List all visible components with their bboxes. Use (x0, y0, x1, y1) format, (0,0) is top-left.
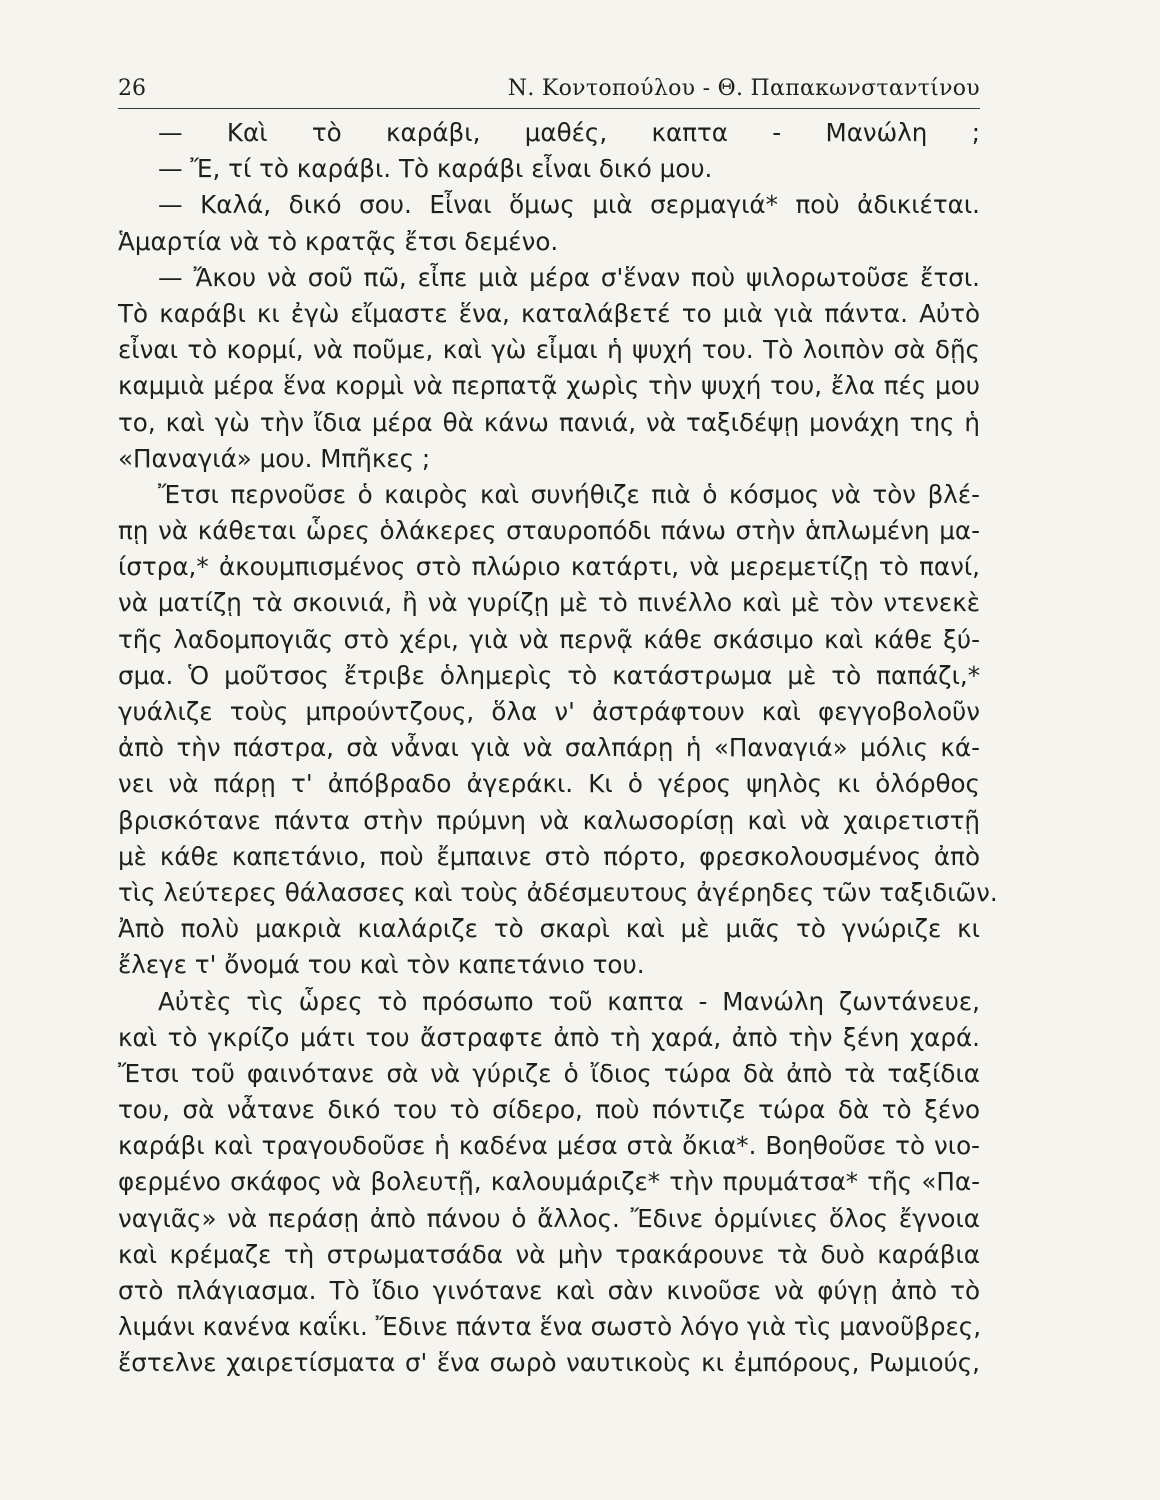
text-line: πῃ νὰ κάθεται ὧρες ὁλάκερες σταυροπόδι πάνω στὴν ἁπλωμένη μα- (118, 516, 980, 546)
text-line: νει νὰ πάρῃ τ' ἀπόβραδο ἀγεράκι. Κι ὁ γέρος ψηλὸς κι ὁλόρθος (118, 769, 980, 799)
text-line: μὲ κάθε καπετάνιο, ποὺ ἔμπαινε στὸ πόρτο, φρεσκολουσμένος ἀπὸ (118, 841, 980, 871)
text-line: φερμένο σκάφος νὰ βολευτῇ, καλουμάριζε* τὴν πρυμάτσα* τῆς «Πα- (118, 1167, 980, 1197)
page-number: 26 (118, 76, 146, 101)
running-head: Ν. Κοντοπούλου - Θ. Παπακωνσταντίνου (507, 76, 980, 101)
text-line: Ἁμαρτία νὰ τὸ κρατᾷς ἔτσι δεμένο. (118, 226, 559, 256)
text-line: τὶς λεύτερες θάλασσες καὶ τοὺς ἀδέσμευτους ἀγέρηδες τῶν ταξιδιῶν. (118, 877, 998, 907)
text-line: τῆς λαδομπογιᾶς στὸ χέρι, γιὰ νὰ περνᾷ κάθε σκάσιμο καὶ κάθε ξύ- (118, 624, 980, 654)
text-line: γυάλιζε τοὺς μπρούντζους, ὅλα ν' ἀστράφτουν καὶ φεγγοβολοῦν (118, 697, 980, 726)
text-line: λιμάνι κανένα καΐκι. Ἔδινε πάντα ἕνα σωστὸ λόγο γιὰ τὶς μανοῦβρες, (118, 1312, 982, 1342)
text-line: ίστρα,* ἀκουμπισμένος στὸ πλώριο κατάρτι, νὰ μερεμετίζῃ τὸ πανί, (118, 552, 980, 582)
text-line: βρισκότανε πάντα στὴν πρύμνη νὰ καλωσορίσῃ καὶ νὰ χαιρετιστῇ (118, 805, 980, 835)
text-line: το, καὶ γὼ τὴν ἴδια μέρα θὰ κάνω πανιά, νὰ ταξιδέψῃ μονάχη της ἡ (118, 407, 980, 437)
text-line: καράβι καὶ τραγουδοῦσε ἡ καδένα μέσα στὰ ὄκια*. Βοηθοῦσε τὸ νιο- (118, 1131, 980, 1161)
text-line: Ἔτσι περνοῦσε ὁ καιρὸς καὶ συνήθιζε πιὰ ὁ κόσμος νὰ τὸν βλέ- (158, 479, 980, 509)
text-line: — Ἔ, τί τὸ καράβι. Τὸ καράβι εἶναι δικό μου. (158, 154, 713, 184)
text-line: σμα. Ὁ μοῦτσος ἔτριβε ὁλημερὶς τὸ κατάστρωμα μὲ τὸ παπάζι,* (118, 660, 980, 690)
text-line: — Καλά, δικό σου. Εἶναι ὅμως μιὰ σερμαγιά* ποὺ ἀδικιέται. (158, 190, 980, 220)
text-line: καμμιὰ μέρα ἕνα κορμὶ νὰ περπατᾷ χωρὶς τὴν ψυχή του, ἔλα πές μου (118, 371, 980, 401)
text-line: «Παναγιά» μου. Μπῆκες ; (118, 443, 431, 473)
text-line: Αὐτὲς τὶς ὧρες τὸ πρόσωπο τοῦ καπτα - Μανώλη ζωντάνευε, (158, 986, 980, 1016)
text-line: ναγιᾶς» νὰ περάσῃ ἀπὸ πάνου ὁ ἄλλος. Ἔδινε ὁρμίνιες ὅλος ἔγνοια (118, 1203, 980, 1233)
text-line: του, σὰ νἆτανε δικό του τὸ σίδερο, ποὺ πόντιζε τώρα δὰ τὸ ξένο (118, 1095, 980, 1125)
header-rule (118, 108, 980, 109)
text-line: καὶ τὸ γκρίζο μάτι του ἄστραφτε ἀπὸ τὴ χαρά, ἀπὸ τὴν ξένη χαρά. (118, 1022, 980, 1052)
page-header (118, 72, 980, 106)
body-text (118, 115, 998, 1382)
text-line: Ἔτσι τοῦ φαινότανε σὰ νὰ γύριζε ὁ ἴδιος τώρα δὰ ἀπὸ τὰ ταξίδια (118, 1058, 980, 1088)
text-line: Ἀπὸ πολὺ μακριὰ κιαλάριζε τὸ σκαρὶ καὶ μὲ μιᾶς τὸ γνώριζε κι (118, 914, 980, 944)
text-line: Τὸ καράβι κι ἐγὼ εἴμαστε ἕνα, καταλάβετέ το μιὰ γιὰ πάντα. Αὐτὸ (118, 298, 980, 328)
text-line: καὶ κρέμαζε τὴ στρωματσάδα νὰ μὴν τρακάρουνε τὰ δυὸ καράβια (118, 1239, 980, 1269)
text-line: στὸ πλάγιασμα. Τὸ ἴδιο γινότανε καὶ σὰν κινοῦσε νὰ φύγῃ ἀπὸ τὸ (118, 1276, 980, 1305)
text-line: ἀπὸ τὴν πάστρα, σὰ νἆναι γιὰ νὰ σαλπάρῃ ἡ «Παναγιά» μόλις κά- (118, 733, 980, 763)
text-line: νὰ ματίζῃ τὰ σκοινιά, ἢ νὰ γυρίζῃ μὲ τὸ πινέλλο καὶ μὲ τὸν ντενεκὲ (118, 588, 980, 618)
text-line: εἶναι τὸ κορμί, νὰ ποῦμε, καὶ γὼ εἶμαι ἡ ψυχή του. Τὸ λοιπὸν σὰ δῇς (118, 335, 980, 365)
text-line: — Ἄκου νὰ σοῦ πῶ, εἶπε μιὰ μέρα σ'ἕναν ποὺ ψιλορωτοῦσε ἔτσι. (158, 262, 980, 292)
text-line: ἔλεγε τ' ὄνομά του καὶ τὸν καπετάνιο του. (118, 950, 645, 980)
text-line: ἔστελνε χαιρετίσματα σ' ἕνα σωρὸ ναυτικοὺς κι ἐμπόρους, Ρωμιούς, (118, 1348, 980, 1378)
text-line: — Καὶ τὸ καράβι, μαθές, καπτα - Μανώλη ; (158, 118, 980, 147)
